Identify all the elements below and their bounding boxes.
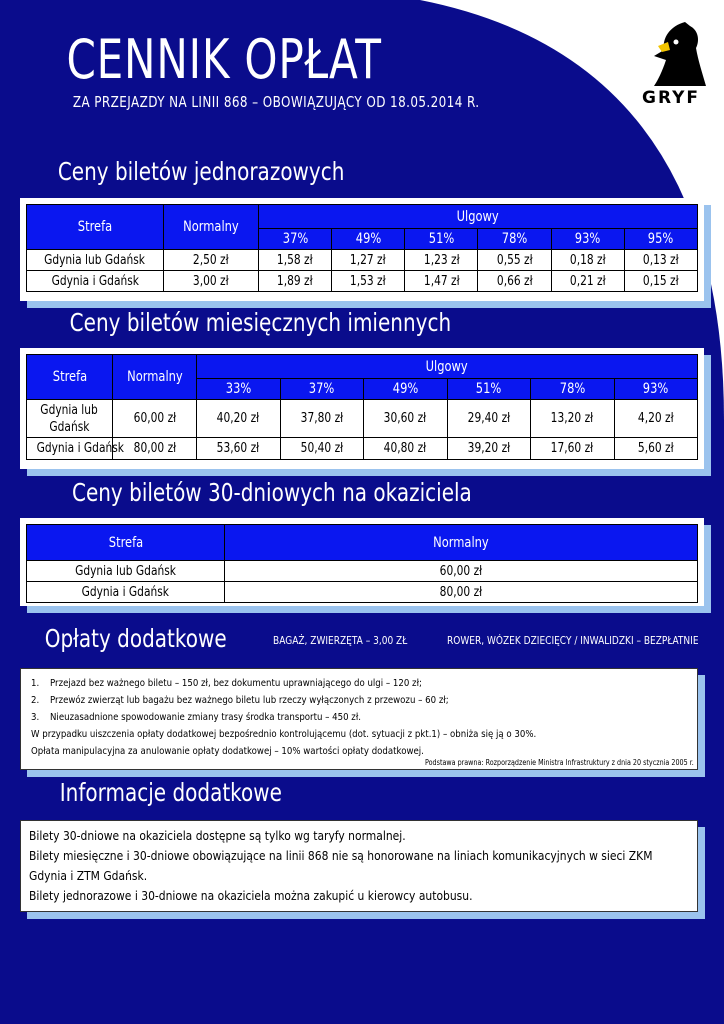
- bearer-tickets-table: [26, 524, 698, 603]
- single-tickets-panel: [20, 198, 704, 301]
- discount-header: 93%: [551, 229, 624, 250]
- header-zone: Strefa: [27, 205, 164, 250]
- zone-cell: Gdynia i Gdańsk: [27, 438, 113, 460]
- discount-header: 49%: [364, 379, 448, 400]
- single-tickets-table: [26, 204, 698, 292]
- fee-text: Przejazd bez ważnego biletu – 150 zł, bez dokumentu uprawniającego do ulgi – 120 zł;: [50, 678, 422, 689]
- page-subtitle: ZA PRZEJAZDY NA LINII 868 – OBOWIĄZUJĄCY OD 18.05.2014 R.: [72, 93, 480, 111]
- price-cell: 0,15 zł: [624, 271, 697, 292]
- info-line: Bilety 30-dniowe na okaziciela dostępne są tylko wg taryfy normalnej.: [29, 828, 406, 843]
- price-cell: 0,55 zł: [478, 250, 551, 271]
- fee-text: Nieuzasadnione spowodowanie zmiany trasy środka transportu – 450 zł.: [50, 712, 362, 723]
- price-cell: 40,80 zł: [364, 438, 448, 460]
- discount-header: 78%: [531, 379, 615, 400]
- discount-header: 37%: [280, 379, 364, 400]
- table-row: [27, 271, 698, 292]
- table-row: [27, 561, 698, 582]
- item-number: 1.: [31, 678, 40, 689]
- price-cell: 13,20 zł: [531, 400, 615, 438]
- bearer-tickets-panel: [20, 518, 704, 606]
- header-normal: Normalny: [225, 525, 698, 561]
- discount-header: 33%: [197, 379, 281, 400]
- discount-header: 93%: [614, 379, 698, 400]
- table-row: [27, 438, 698, 460]
- monthly-tickets-title: Ceny biletów miesięcznych imiennych: [69, 308, 452, 337]
- price-cell: 39,20 zł: [447, 438, 531, 460]
- discount-header: 95%: [624, 229, 697, 250]
- info-title: Informacje dodatkowe: [59, 778, 282, 807]
- zone-cell: Gdynia lub Gdańsk: [27, 561, 225, 582]
- list-item: [31, 675, 689, 692]
- price-cell: 37,80 zł: [280, 400, 364, 438]
- normal-cell: 80,00 zł: [113, 438, 197, 460]
- discount-header: 49%: [332, 229, 405, 250]
- header-normal: Normalny: [164, 205, 259, 250]
- header-zone: Strefa: [27, 525, 225, 561]
- price-cell: 0,13 zł: [624, 250, 697, 271]
- fee-text: Przewóz zwierząt lub bagażu bez ważnego biletu lub rzeczy wyłączonych z przewozu – 60 zł;: [50, 695, 449, 706]
- price-cell: 5,60 zł: [614, 438, 698, 460]
- zone-cell: Gdynia lub Gdańsk: [27, 250, 164, 271]
- price-cell: 50,40 zł: [280, 438, 364, 460]
- zone-cell: Gdynia i Gdańsk: [27, 271, 164, 292]
- price-cell: 53,60 zł: [197, 438, 281, 460]
- list-item: [31, 709, 689, 726]
- price-cell: 0,18 zł: [551, 250, 624, 271]
- legal-basis: Podstawa prawna: Rozporządzenie Ministra Infrastruktury z dnia 20 stycznia 2005 r.: [425, 758, 694, 767]
- price-cell: 0,21 zł: [551, 271, 624, 292]
- zone-cell: Gdynia i Gdańsk: [27, 582, 225, 603]
- normal-cell: 3,00 zł: [164, 271, 259, 292]
- fee-discount-note: W przypadku uiszczenia opłaty dodatkowej bezpośrednio kontrolującemu (dot. sytuacji z pkt.1) – obniża się ją o 30%.: [31, 729, 537, 740]
- discount-header: 37%: [259, 229, 332, 250]
- fees-note-luggage: BAGAŻ, ZWIERZĘTA – 3,00 ZŁ: [273, 634, 408, 647]
- info-panel: [20, 820, 698, 912]
- header-normal: Normalny: [113, 355, 197, 400]
- price-cell: 1,27 zł: [332, 250, 405, 271]
- header-reduced: Ulgowy: [197, 355, 698, 379]
- page-title: CENNIK OPŁAT: [66, 28, 382, 91]
- header-zone: Strefa: [27, 355, 113, 400]
- normal-cell: 2,50 zł: [164, 250, 259, 271]
- info-line: Bilety miesięczne i 30-dniowe obowiązujące na linii 868 nie są honorowane na liniach komunikacyjnych w sieci ZKM Gdynia i ZTM Gdańsk.: [29, 848, 653, 883]
- header-reduced: Ulgowy: [259, 205, 698, 229]
- price-cell: 1,23 zł: [405, 250, 478, 271]
- item-number: 2.: [31, 695, 40, 706]
- fees-note-free: ROWER, WÓZEK DZIECIĘCY / INWALIDZKI – BEZPŁATNIE: [447, 634, 699, 647]
- discount-header: 51%: [447, 379, 531, 400]
- monthly-tickets-panel: [20, 348, 704, 469]
- price-cell: 1,58 zł: [259, 250, 332, 271]
- normal-cell: 60,00 zł: [225, 561, 698, 582]
- price-cell: 40,20 zł: [197, 400, 281, 438]
- table-row: [27, 400, 698, 438]
- normal-cell: 80,00 zł: [225, 582, 698, 603]
- bearer-tickets-title: Ceny biletów 30-dniowych na okaziciela: [71, 478, 472, 507]
- price-cell: 17,60 zł: [531, 438, 615, 460]
- discount-header: 78%: [478, 229, 551, 250]
- price-cell: 29,40 zł: [447, 400, 531, 438]
- price-cell: 4,20 zł: [614, 400, 698, 438]
- price-cell: 1,89 zł: [259, 271, 332, 292]
- item-number: 3.: [31, 712, 40, 723]
- price-cell: 0,66 zł: [478, 271, 551, 292]
- table-row: [27, 582, 698, 603]
- discount-header: 51%: [405, 229, 478, 250]
- info-line: Bilety jednorazowe i 30-dniowe na okaziciela można zakupić u kierowcy autobusu.: [29, 888, 473, 903]
- fee-cancellation-note: Opłata manipulacyjna za anulowanie opłaty dodatkowej – 10% wartości opłaty dodatkowej.: [31, 746, 424, 757]
- table-row: [27, 250, 698, 271]
- price-cell: 1,47 zł: [405, 271, 478, 292]
- fees-title: Opłaty dodatkowe: [44, 624, 227, 653]
- gryf-logo: [640, 20, 720, 110]
- list-item: [31, 692, 689, 709]
- normal-cell: 60,00 zł: [113, 400, 197, 438]
- logo-text: GRYF: [642, 88, 701, 108]
- zone-cell: Gdynia lub Gdańsk: [27, 400, 113, 438]
- fees-panel: [20, 668, 698, 770]
- single-tickets-title: Ceny biletów jednorazowych: [57, 157, 345, 186]
- price-cell: 30,60 zł: [364, 400, 448, 438]
- monthly-tickets-table: [26, 354, 698, 460]
- price-cell: 1,53 zł: [332, 271, 405, 292]
